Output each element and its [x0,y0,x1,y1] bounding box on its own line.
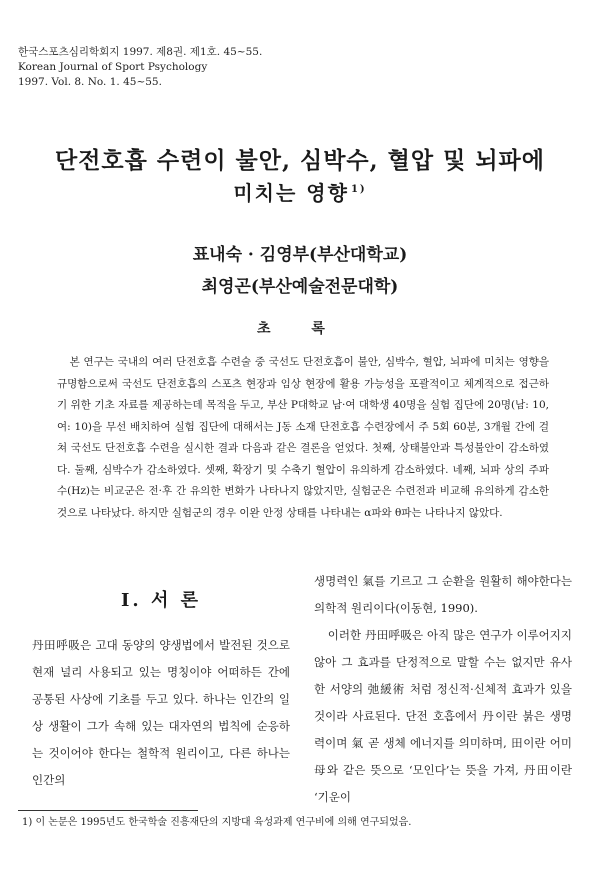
journal-line-volume: 1997. Vol. 8. No. 1. 45~55. [18,76,162,88]
title-footnote-mark[interactable]: 1) [350,184,367,196]
body-paragraph-right-2: 이러한 丹田呼吸은 아직 많은 연구가 이루어지지 않아 그 효과를 단정적으로 말할 수는 없지만 유사한 서양의 弛緩術 처럼 정신적·신체적 효과가 있을 것이라 사료된다. 단전 호흡에서 丹이란 붉은 생명력이며 氣 곧 생체 에너지를 의미하며, 田이란 어미 母와 같은 뜻으로 ‘모인다’는 뜻을 가져, 丹田이란 ‘기운이 [314,628,572,804]
abstract-text: 본 연구는 국내의 여러 단전호흡 수련술 중 국선도 단전호흡이 불안, 심박수, 혈압, 뇌파에 미치는 영향을 규명함으로써 국선도 단전호흡의 스포츠 현장과 임상 현장에 활용 가능성을 포괄적이고 체계적으로 접근하기 위한 기초 자료를 제공하는데 목적을 두고, 부산 P대학교 남·여 대학생 40명을 실험 집단에 20명(남: 10, 여: 10)을 무선 배치하여 실험 집단에 대해서는 J동 소재 단전호흡 수련장에서 주 5회 60분, 3개월 간에 걸쳐 국선도 단전호흡 수련을 실시한 결과 다음과 같은 결론을 얻었다. 첫째, 상태불안과 특성불안이 감소하였다. 둘째, 심박수가 감소하였다. 셋째, 확장기 및 수축기 혈압이 유의하게 감소하였다. 네째, 뇌파 상의 주파수(Hz)는 비교군은 전·후 간 유의한 변화가 나타나지 않았지만, 실험군은 수련전과 비교해 유의하게 감소한 것으로 나타났다. 하지만 실험군의 경우 이완 안정 상태를 나타내는 α파와 θ파는 나타나지 않았다. [57,356,549,519]
right-column [314,568,572,811]
left-column [32,576,290,794]
journal-line-korean: 한국스포츠심리학회지 1997. 제8권. 제1호. 45~55. [18,46,263,58]
paper-title-line2 [30,177,570,206]
footnote-divider [18,810,198,811]
abstract-heading: 초 록 [257,321,343,337]
paper-title-line1: 단전호흡 수련이 불안, 심박수, 혈압 및 뇌파에 [55,147,545,174]
journal-line-english: Korean Journal of Sport Psychology [18,61,208,73]
body-paragraph-left: 丹田呼吸은 고대 동양의 양생법에서 발전된 것으로 현재 널리 사용되고 있는 명칭이야 어떠하든 간에 공통된 사상에 기초를 두고 있다. 하나는 인간의 일상 생활이 그가 속해 있는 대자연의 법칙에 순응하는 것이어야 한다는 철학적 원리이고, 다른 하나는 인간의 [32,638,290,787]
authors-line1: 표내숙 · 김영부(부산대학교) [192,245,408,265]
paper-title-line2-text: 미치는 영향 [233,181,349,205]
body-paragraph-right-1: 생명력인 氣를 기르고 그 순환을 원활히 해야한다는 의학적 원리이다(이동현, 1990). [314,574,572,615]
authors-line2: 최영곤(부산예술전문대학) [201,277,399,297]
footnote: 1) 이 논문은 1995년도 한국학술 진흥재단의 지방대 육성과제 연구비에 의해 연구되었음. [22,817,412,828]
journal-citation [18,45,262,90]
section-heading: Ⅰ. 서 론 [121,590,201,611]
